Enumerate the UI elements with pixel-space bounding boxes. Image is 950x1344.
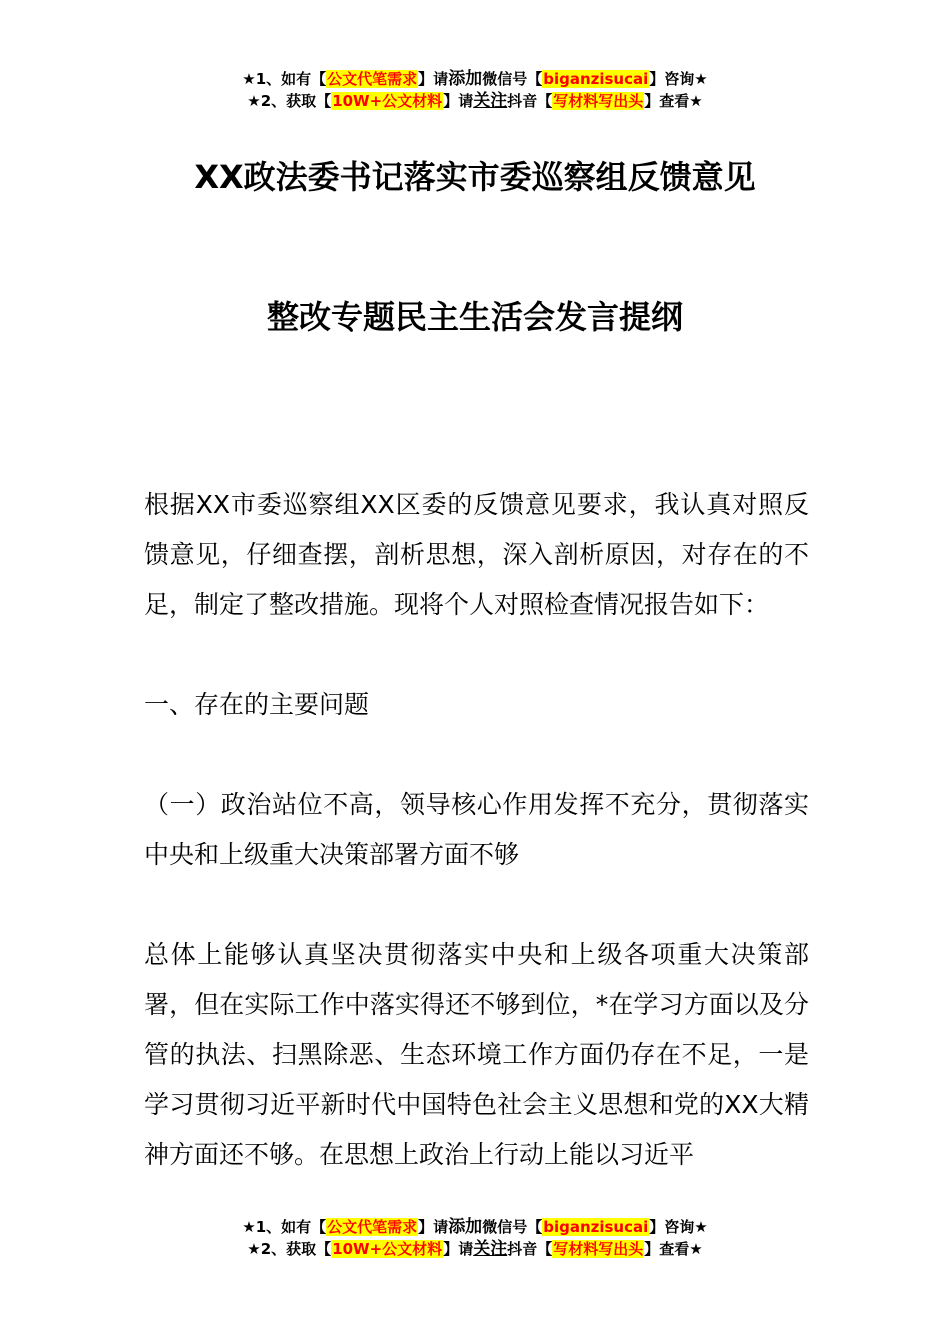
promo-douyin-id: 写材料写出头 <box>553 1240 644 1258</box>
promo-highlight: 公文代笔需求 <box>327 1218 418 1236</box>
promo-highlight: 公文代笔需求 <box>327 70 418 88</box>
document-title-line-1: XX政法委书记落实市委巡察组反馈意见 <box>194 158 756 196</box>
promo-line-1 <box>0 1216 950 1238</box>
promo-line-1 <box>0 68 950 90</box>
promo-douyin-id: 写材料写出头 <box>553 92 644 110</box>
promo-text: 抖音【 <box>507 92 553 110</box>
intro-paragraph: 根据XX市委巡察组XX区委的反馈意见要求，我认真对照反馈意见，仔细查摆，剖析思想，深入剖析原因，对存在的不足，制定了整改措施。现将个人对照检查情况报告如下： <box>144 490 809 619</box>
promo-emphasis: 关注 <box>473 1239 508 1259</box>
promo-wechat-id: biganzisucai <box>543 70 649 88</box>
promo-text: 】请 <box>443 1240 474 1258</box>
promo-text: ★1、如有【 <box>242 70 327 88</box>
subsection-heading: （一）政治站位不高，领导核心作用发挥不充分，贯彻落实中央和上级重大决策部署方面不够 <box>144 790 809 869</box>
promo-text: 】请 <box>443 92 474 110</box>
promo-emphasis: 添加 <box>448 69 483 89</box>
promo-text: ★1、如有【 <box>242 1218 327 1236</box>
promo-text: 】查看★ <box>644 1240 703 1258</box>
promo-text: ★2、获取【 <box>247 1240 332 1258</box>
promo-highlight: 10W+公文材料 <box>332 1240 443 1258</box>
header-promo-banner <box>0 68 950 112</box>
section-heading: 一、存在的主要问题 <box>144 690 370 719</box>
promo-text: ★2、获取【 <box>247 92 332 110</box>
promo-text: 抖音【 <box>507 1240 553 1258</box>
promo-wechat-id: biganzisucai <box>543 1218 649 1236</box>
promo-text: 微信号【 <box>482 1218 543 1236</box>
promo-line-2 <box>0 90 950 112</box>
promo-text: 微信号【 <box>482 70 543 88</box>
document-title-line-2: 整改专题民主生活会发言提纲 <box>266 298 683 336</box>
body-paragraph: 总体上能够认真坚决贯彻落实中央和上级各项重大决策部署，但在实际工作中落实得还不够到位，*在学习方面以及分管的执法、扫黑除恶、生态环境工作方面仍存在不足，一是学习贯彻习近平新时代中国特色社会主义思想和党的XX大精神方面还不够。在思想上政治上行动上能以习近平 <box>144 940 809 1169</box>
promo-text: 】请 <box>418 70 449 88</box>
promo-text: 】咨询★ <box>649 1218 708 1236</box>
promo-line-2 <box>0 1238 950 1260</box>
promo-text: 】咨询★ <box>649 70 708 88</box>
promo-text: 】请 <box>418 1218 449 1236</box>
promo-emphasis: 添加 <box>448 1217 483 1237</box>
promo-emphasis: 关注 <box>473 91 508 111</box>
footer-promo-banner <box>0 1216 950 1260</box>
promo-text: 】查看★ <box>644 92 703 110</box>
promo-highlight: 10W+公文材料 <box>332 92 443 110</box>
